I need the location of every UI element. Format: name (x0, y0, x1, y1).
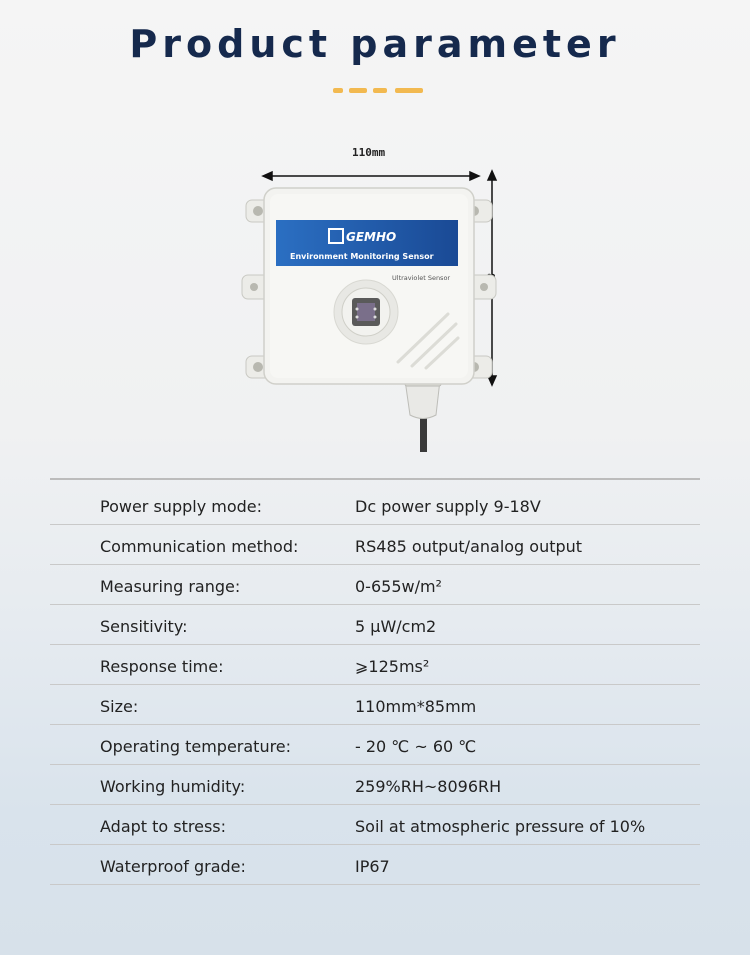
spec-value: IP67 (355, 857, 390, 876)
spec-label: Communication method: (100, 537, 299, 556)
spec-value: 0-655w/m² (355, 577, 442, 596)
spec-row (50, 845, 700, 885)
spec-value: Soil at atmospheric pressure of 10% (355, 817, 646, 836)
sensor-device-illustration (0, 130, 750, 460)
spec-row (50, 605, 700, 645)
spec-value: 110mm*85mm (355, 697, 477, 716)
spec-row (50, 685, 700, 725)
brand-text: GEMHO (346, 230, 397, 244)
spec-label: Power supply mode: (100, 497, 263, 516)
spec-row (50, 565, 700, 605)
spec-label: Sensitivity: (100, 617, 188, 636)
spec-row (50, 765, 700, 805)
spec-row (50, 645, 700, 685)
spec-value: RS485 output/analog output (355, 537, 583, 556)
spec-table (50, 478, 700, 885)
spec-value: - 20 ℃ ~ 60 ℃ (355, 737, 477, 756)
spec-label: Operating temperature: (100, 737, 292, 756)
title-accent-dashes (333, 88, 423, 93)
spec-value: 5 μW/cm2 (355, 617, 437, 636)
spec-label: Working humidity: (100, 777, 246, 796)
svg-text:Ultraviolet Sensor: Ultraviolet Sensor (392, 274, 451, 282)
spec-value: Dc power supply 9-18V (355, 497, 541, 516)
spec-label: Size: (100, 697, 139, 716)
page-title: Product parameter (129, 22, 621, 66)
spec-label: Adapt to stress: (100, 817, 227, 836)
spec-label: Waterproof grade: (100, 857, 246, 876)
width-dimension-label: 110mm (352, 146, 386, 159)
spec-row (50, 525, 700, 565)
spec-label: Response time: (100, 657, 224, 676)
product-image (0, 130, 750, 460)
spec-value: 259%RH~8096RH (355, 777, 502, 796)
spec-row (50, 725, 700, 765)
spec-row (50, 805, 700, 845)
spec-label: Measuring range: (100, 577, 241, 596)
svg-text:Environment Monitoring Sensor: Environment Monitoring Sensor (290, 252, 434, 261)
width-arrow-icon (263, 172, 479, 180)
spec-value: ⩾125ms² (355, 657, 430, 676)
spec-row (50, 480, 700, 525)
